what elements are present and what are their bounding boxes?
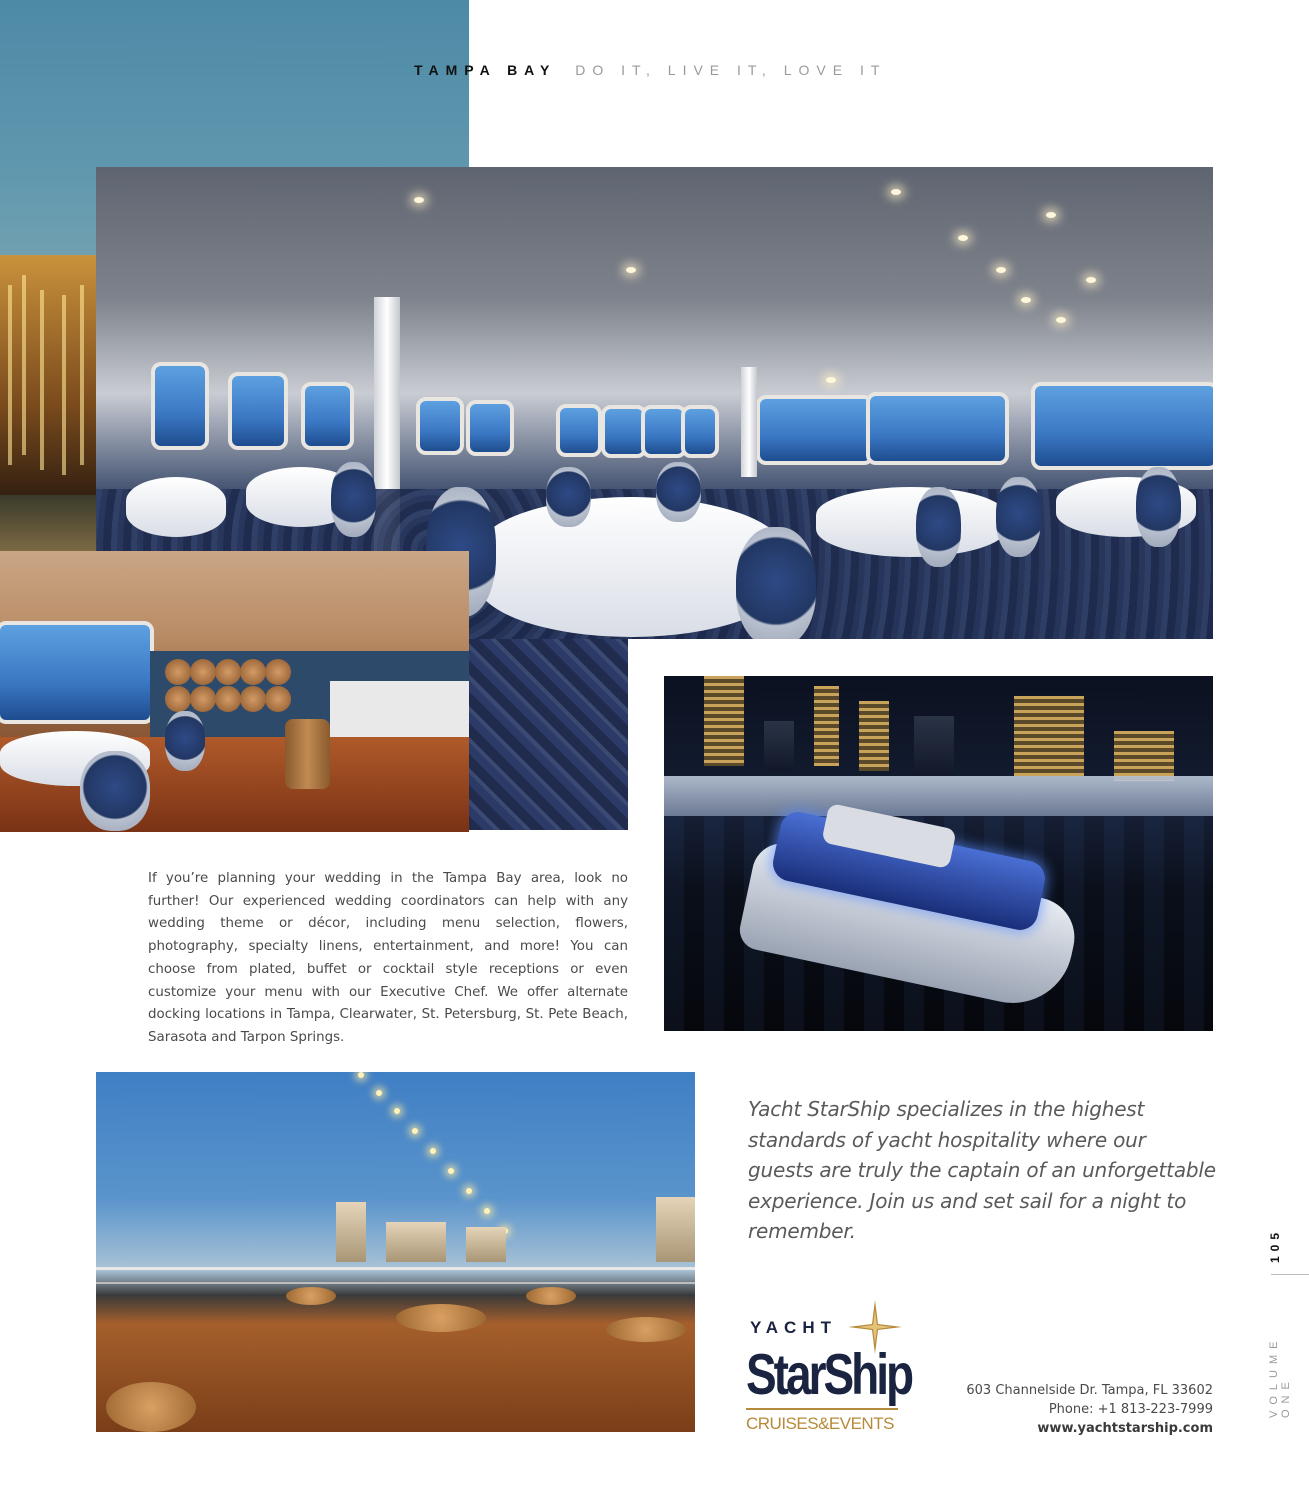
page-number: 105 bbox=[1268, 1227, 1282, 1263]
logo-cruises-events: CRUISES&EVENTS bbox=[746, 1414, 894, 1433]
yacht-at-night-photo bbox=[664, 676, 1213, 1031]
folio-divider bbox=[1271, 1274, 1309, 1275]
hotel-building bbox=[0, 255, 96, 505]
star-carpet-photo bbox=[469, 639, 628, 830]
contact-phone: Phone: +1 813-223-7999 bbox=[1048, 1402, 1213, 1417]
logo-yacht-word: YACHT bbox=[750, 1318, 837, 1337]
logo-rule bbox=[746, 1408, 898, 1410]
contact-address: 603 Channelside Dr. Tampa, FL 33602 bbox=[966, 1383, 1213, 1398]
header-tagline: DO IT, LIVE IT, LOVE IT bbox=[575, 62, 887, 78]
yacht-starship-logo bbox=[746, 1300, 916, 1440]
logo-starship-word: StarShip bbox=[746, 1341, 912, 1407]
yacht-bar-lounge-photo bbox=[0, 551, 469, 832]
page-header bbox=[414, 62, 886, 82]
shoreline bbox=[0, 495, 96, 552]
contact-block bbox=[940, 1381, 1213, 1438]
header-brand: TAMPA BAY bbox=[414, 62, 557, 78]
wedding-paragraph: If you’re planning your wedding in the Tampa Bay area, look no further! Our experienced wedding coordinators can help with any wedding theme or décor, including menu selection, flowers, photography, specialty linens, entertainment, and more! You can choose from plated, buffet or cocktail style receptions or even customize your menu with our Executive Chef. We offer alternate docking locations in Tampa, Clearwater, St. Petersburg, St. Pete Beach, Sarasota and Tarpon Springs. bbox=[148, 871, 628, 1045]
contact-website[interactable]: www.yachtstarship.com bbox=[1037, 1421, 1213, 1436]
volume-label: VOLUME ONE bbox=[1268, 1335, 1292, 1418]
yacht-deck-photo bbox=[96, 1072, 695, 1432]
pull-quote: Yacht StarShip specializes in the highest standards of yacht hospitality where our guests are truly the captain of an unforgettable experience. Join us and set sail for a night to remember. bbox=[748, 1097, 1216, 1243]
